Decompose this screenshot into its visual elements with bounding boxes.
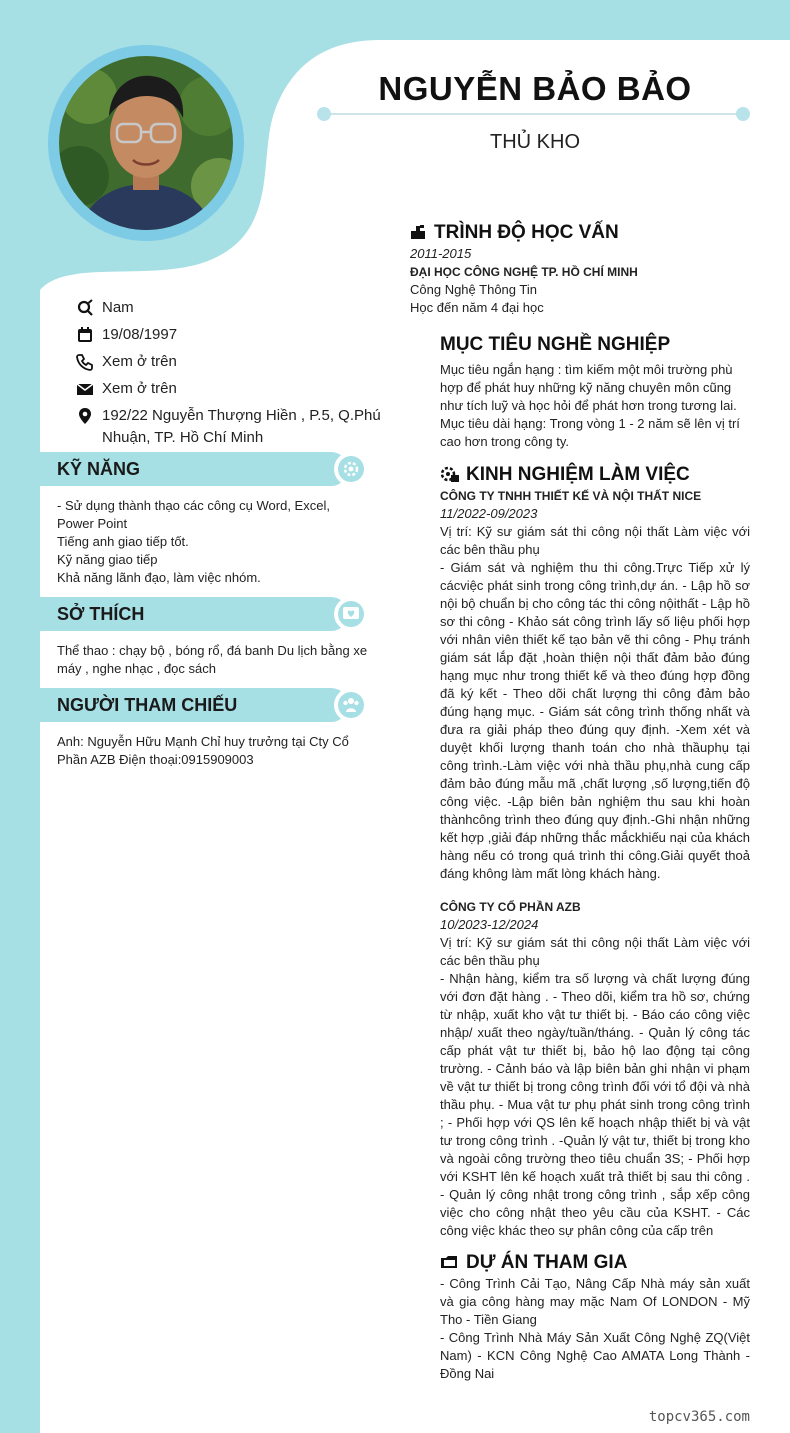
phone-text: Xem ở trên bbox=[102, 353, 177, 370]
hobbies-heading: SỞ THÍCH bbox=[57, 604, 145, 624]
gender-icon bbox=[76, 299, 94, 317]
divider-dot-left bbox=[317, 107, 331, 121]
references-header bbox=[40, 688, 348, 722]
phone-icon bbox=[76, 353, 94, 371]
project-item: - Công Trình Nhà Máy Sản Xuất Công Nghệ ZQ(Việt Nam) - KCN Công Nghệ Cao AMATA Long Thành - Đồng Nai bbox=[440, 1330, 750, 1381]
education-period: 2011-2015 bbox=[410, 246, 472, 261]
project-item: - Công Trình Cải Tạo, Nâng Cấp Nhà máy sản xuất và gia công hàng may mặc Nam Of LONDON - Mỹ Tho - Tiền Giang bbox=[440, 1276, 750, 1327]
references-heading: NGƯỜI THAM CHIẾU bbox=[57, 695, 238, 715]
avatar bbox=[59, 56, 233, 230]
address-text: 192/22 Nguyễn Thượng Hiền , P.5, Q.Phú Nhuận, TP. Hồ Chí Minh bbox=[102, 407, 381, 446]
envelope-icon bbox=[76, 380, 94, 398]
skills-line: Khả năng lãnh đạo, làm việc nhóm. bbox=[57, 570, 261, 585]
job-role: Vị trí: Kỹ sư giám sát thi công nội thất Làm việc với các bên thầu phụ bbox=[440, 935, 750, 968]
job-description: - Nhận hàng, kiểm tra số lượng và chất lượng đúng với đơn đặt hàng . - Theo dõi, kiểm tra hồ sơ, chứng từ nhập, xuất kho vật tư thiết bị. - Báo cáo công việc nhập/ xuất theo ngày/tuần/tháng. - Quản lý công tác cấp phát vật tư thiết bị, bảo hộ lao động tại công trường. - Cảnh báo và lập biên bản ghi nhận vi phạm về vật tư thiết bị trong công trình đối với tổ đội và nhà thầu phụ. - Mua vật tư phụ phát sinh trong công trình ; - Phối hợp với QS lên kế hoạch nhập thiết bị và vật tư trong công trình . -Quản lý vật tư, thiết bị trong kho và ngoài công trường theo tiêu chuẩn 3S; - Phối hợp với KSHT lên kế hoạch xuất trả thiết bị sau thi công . - Quản lý công nhật trong công trình , sắp xếp công việc cho công nhật theo yêu cầu của KSHT. - Các công việc khác theo sự phân công của cấp trên bbox=[440, 971, 750, 1238]
users-icon bbox=[342, 696, 360, 714]
folder-icon bbox=[440, 1254, 458, 1270]
education-heading: TRÌNH ĐỘ HỌC VẤN bbox=[434, 222, 619, 243]
references-text: Anh: Nguyễn Hữu Mạnh Chỉ huy trưởng tại Cty Cổ Phần AZB Điện thoại:0915909003 bbox=[57, 734, 349, 767]
hobbies-header bbox=[40, 597, 348, 631]
calendar-icon bbox=[76, 326, 94, 344]
education-note: Học đến năm 4 đại học bbox=[410, 300, 544, 315]
graduation-icon bbox=[410, 224, 426, 240]
projects-heading: DỰ ÁN THAM GIA bbox=[466, 1252, 628, 1273]
job-period: 10/2023-12/2024 bbox=[440, 917, 539, 932]
gender-text: Nam bbox=[102, 299, 134, 316]
briefcase-gear-icon bbox=[440, 466, 460, 484]
gear-icon bbox=[342, 460, 360, 478]
divider-dot-right bbox=[736, 107, 750, 121]
skills-heading: KỸ NĂNG bbox=[57, 459, 141, 479]
skills-badge bbox=[334, 452, 368, 486]
references-badge bbox=[334, 688, 368, 722]
skills-line: Tiếng anh giao tiếp tốt. bbox=[57, 534, 189, 549]
job-role: Vị trí: Kỹ sư giám sát thi công nội thất Làm việc với các bên thầu phụ bbox=[440, 524, 750, 557]
job-period: 11/2022-09/2023 bbox=[440, 506, 538, 521]
heart-icon bbox=[342, 605, 360, 623]
skills-line: Kỹ năng giao tiếp bbox=[57, 552, 158, 567]
job-company: CÔNG TY CỔ PHẦN AZB bbox=[440, 900, 581, 914]
title-divider bbox=[324, 113, 744, 115]
birthday-text: 19/08/1997 bbox=[102, 326, 178, 343]
skills-line: - Sử dụng thành thạo các công cụ Word, Excel, Power Point bbox=[57, 498, 330, 531]
email-text: Xem ở trên bbox=[102, 380, 177, 397]
hobbies-text: Thể thao : chạy bộ , bóng rổ, đá banh Du lịch bằng xe máy , nghe nhạc , đọc sách bbox=[57, 643, 368, 676]
experience-heading: KINH NGHIỆM LÀM VIỆC bbox=[466, 464, 690, 485]
objective-text: Mục tiêu ngắn hạng : tìm kiếm một môi trường phù hợp để phát huy những kỹ năng chuyên môn cũng như tích luỹ và học hỏi để phát hơn trong tương lai. Mục tiêu dài hạng: Trong vòng 1 - 2 năm sẽ lên vị trí cao hơn trong công ty. bbox=[440, 362, 740, 449]
job-title: THỦ KHO bbox=[490, 131, 580, 153]
footer-watermark: topcv365.com bbox=[648, 1409, 750, 1425]
objective-heading: MỤC TIÊU NGHỀ NGHIỆP bbox=[440, 334, 671, 355]
location-pin-icon bbox=[76, 407, 94, 425]
education-school: ĐẠI HỌC CÔNG NGHỆ TP. HỒ CHÍ MINH bbox=[410, 265, 638, 279]
job-description: - Giám sát và nghiệm thu thi công.Trực Tiếp xử lý cácviệc phát sinh trong công trình,dự án. - Lập hồ sơ nội bộ chuẩn bị cho công tác thi công nộithất - Lập hồ sơ thi công - Khảo sát công trình lấy số liệu phối hợp với nhân viên thiết kế tạo bản vẽ thi công - Phụ tránh giám sát lắp đặt ,hoàn thiện nội thất đảm bảo đúng hạng mục như trong thiết kế và theo đúng hợp đồng đã ký kết - Theo dõi chất lượng thi công đảm bảo đúng hạng mục. - Giám sát công trình thống nhất và đưa ra giải pháp theo đúng quy định. -Xem xét và duyệt khối lượng thanh toán cho nhà thầuphụ tại công trình.-Làm việc với nhà thầu phụ,nhà cung cấp đảm bảo đúng mẫu mã ,chất lượng ,số lượng,tiến độ công việc. -Lập biên bản nghiệm thu sau khi hoàn thànhcông trình theo đúng quy định.-Ghi nhận những kết hợp ,giải đáp những thắc mắckhiếu nại của khách hàng nếu có trong quá trình thi công.Giải quyết thoả đáng không làm mất lòng khách hàng. bbox=[440, 560, 750, 881]
education-major: Công Nghệ Thông Tin bbox=[410, 282, 537, 297]
skills-list bbox=[57, 497, 369, 587]
job-company: CÔNG TY TNHH THIẾT KẾ VÀ NỘI THẤT NICE bbox=[440, 489, 702, 503]
hobbies-badge bbox=[334, 597, 368, 631]
candidate-name: NGUYỄN BẢO BẢO bbox=[378, 70, 692, 107]
skills-header bbox=[40, 452, 348, 486]
